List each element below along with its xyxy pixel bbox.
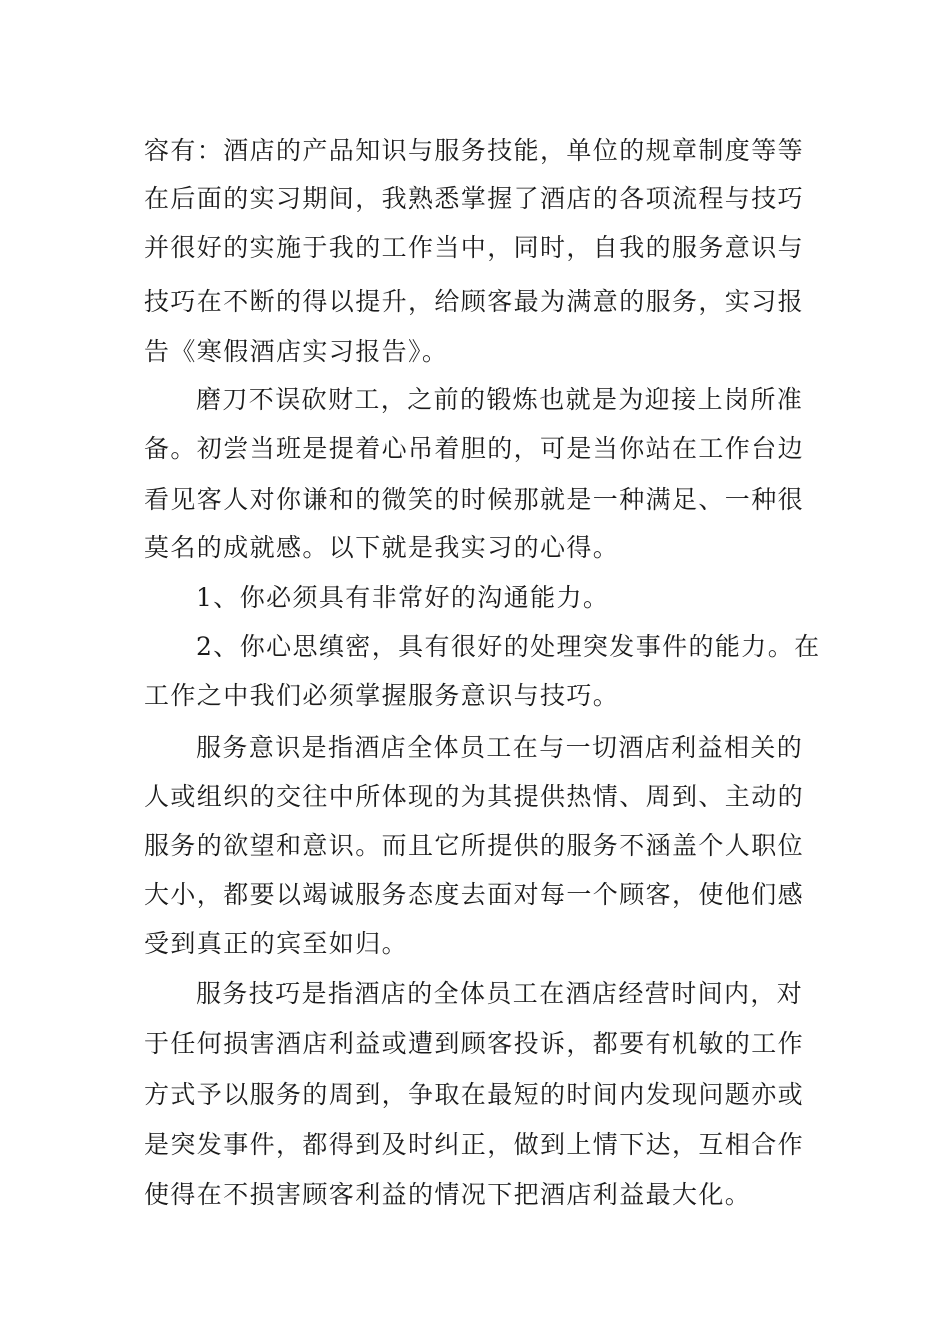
- list-item: 1、你必须具有非常好的沟通能力。: [196, 583, 610, 612]
- paragraph-first-line: 服务意识是指酒店全体员工在与一切酒店利益相关的: [196, 733, 804, 762]
- list-item: 2、你心思缜密，具有很好的处理突发事件的能力。在: [196, 632, 821, 661]
- paragraph-first-line: 服务技巧是指酒店的全体员工在酒店经营时间内，对: [196, 979, 804, 1008]
- text-line: 人或组织的交往中所体现的为其提供热情、周到、主动的: [144, 782, 805, 811]
- text-line: 于任何损害酒店利益或遭到顾客投诉，都要有机敏的工作: [144, 1029, 805, 1058]
- text-line: 工作之中我们必须掌握服务意识与技巧。: [144, 681, 620, 710]
- text-line: 大小，都要以竭诚服务态度去面对每一个顾客，使他们感: [144, 880, 805, 909]
- text-line: 在后面的实习期间，我熟悉掌握了酒店的各项流程与技巧: [144, 184, 805, 213]
- text-line: 备。初尝当班是提着心吊着胆的，可是当你站在工作台边: [144, 434, 805, 463]
- text-line: 是突发事件，都得到及时纠正，做到上情下达，互相合作: [144, 1130, 805, 1159]
- text-line: 技巧在不断的得以提升，给顾客最为满意的服务，实习报: [144, 287, 805, 316]
- text-line: 莫名的成就感。以下就是我实习的心得。: [144, 533, 620, 562]
- text-line: 看见客人对你谦和的微笑的时候那就是一种满足、一种很: [144, 485, 805, 514]
- text-line: 受到真正的宾至如归。: [144, 929, 409, 958]
- text-line: 使得在不损害顾客利益的情况下把酒店利益最大化。: [144, 1180, 752, 1209]
- text-line: 方式予以服务的周到，争取在最短的时间内发现问题亦或: [144, 1080, 805, 1109]
- text-line: 告《寒假酒店实习报告》。: [144, 337, 449, 366]
- text-line: 容有：酒店的产品知识与服务技能，单位的规章制度等等: [144, 136, 805, 165]
- paragraph-first-line: 磨刀不误砍财工，之前的锻炼也就是为迎接上岗所准: [196, 385, 804, 414]
- text-line: 并很好的实施于我的工作当中，同时，自我的服务意识与: [144, 233, 805, 262]
- text-line: 服务的欲望和意识。而且它所提供的服务不涵盖个人职位: [144, 831, 805, 860]
